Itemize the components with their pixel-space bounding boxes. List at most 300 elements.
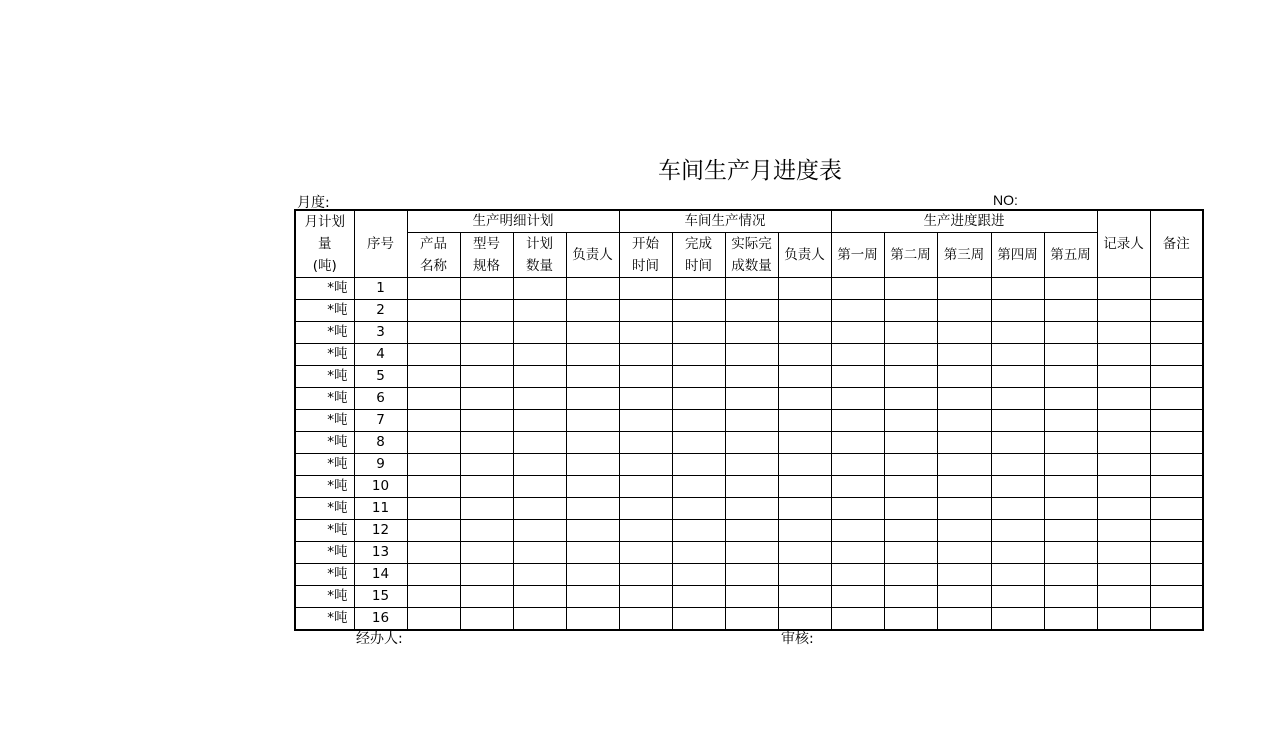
cell-empty[interactable] <box>1150 410 1203 432</box>
cell-empty[interactable] <box>1044 564 1097 586</box>
cell-empty[interactable] <box>884 454 937 476</box>
cell-empty[interactable] <box>619 608 672 631</box>
cell-empty[interactable] <box>566 476 619 498</box>
header-group-workshop: 车间生产情况 <box>619 210 831 233</box>
cell-empty[interactable] <box>937 542 991 564</box>
cell-empty[interactable] <box>566 454 619 476</box>
cell-empty[interactable] <box>566 410 619 432</box>
cell-empty[interactable] <box>884 410 937 432</box>
cell-seq[interactable]: 12 <box>354 520 407 542</box>
cell-empty[interactable] <box>672 432 725 454</box>
cell-empty[interactable] <box>566 564 619 586</box>
cell-plan-qty[interactable]: *吨 <box>295 344 354 366</box>
cell-empty[interactable] <box>884 476 937 498</box>
cell-empty[interactable] <box>831 432 884 454</box>
cell-empty[interactable] <box>991 366 1044 388</box>
cell-seq[interactable]: 3 <box>354 322 407 344</box>
cell-empty[interactable] <box>460 454 513 476</box>
cell-empty[interactable] <box>619 542 672 564</box>
cell-empty[interactable] <box>513 586 566 608</box>
cell-empty[interactable] <box>937 564 991 586</box>
cell-empty[interactable] <box>513 498 566 520</box>
cell-empty[interactable] <box>513 476 566 498</box>
cell-empty[interactable] <box>407 300 460 322</box>
cell-empty[interactable] <box>407 498 460 520</box>
cell-empty[interactable] <box>884 564 937 586</box>
cell-empty[interactable] <box>407 344 460 366</box>
cell-empty[interactable] <box>991 564 1044 586</box>
cell-plan-qty[interactable]: *吨 <box>295 322 354 344</box>
cell-plan-qty[interactable]: *吨 <box>295 520 354 542</box>
cell-empty[interactable] <box>566 498 619 520</box>
header-group-plan: 生产明细计划 <box>407 210 619 233</box>
cell-empty[interactable] <box>1150 476 1203 498</box>
cell-empty[interactable] <box>778 608 831 631</box>
cell-empty[interactable] <box>513 608 566 631</box>
table-row <box>295 454 1203 476</box>
number-label: NO: <box>993 192 1018 208</box>
cell-empty[interactable] <box>884 278 937 300</box>
cell-plan-qty[interactable]: *吨 <box>295 278 354 300</box>
cell-empty[interactable] <box>884 498 937 520</box>
header-group-progress: 生产进度跟进 <box>831 210 1097 233</box>
cell-empty[interactable] <box>991 322 1044 344</box>
cell-empty[interactable] <box>407 322 460 344</box>
cell-plan-qty[interactable]: *吨 <box>295 542 354 564</box>
cell-empty[interactable] <box>566 344 619 366</box>
cell-empty[interactable] <box>831 278 884 300</box>
header-workshop-owner: 负责人 <box>778 233 831 278</box>
cell-empty[interactable] <box>1097 366 1150 388</box>
cell-seq[interactable]: 4 <box>354 344 407 366</box>
cell-empty[interactable] <box>513 564 566 586</box>
cell-empty[interactable] <box>672 366 725 388</box>
table-row <box>295 542 1203 564</box>
cell-empty[interactable] <box>407 564 460 586</box>
cell-empty[interactable] <box>884 344 937 366</box>
cell-empty[interactable] <box>831 410 884 432</box>
cell-empty[interactable] <box>831 322 884 344</box>
cell-empty[interactable] <box>831 454 884 476</box>
cell-empty[interactable] <box>619 498 672 520</box>
cell-empty[interactable] <box>1150 300 1203 322</box>
cell-empty[interactable] <box>619 476 672 498</box>
cell-empty[interactable] <box>1044 608 1097 631</box>
cell-empty[interactable] <box>407 366 460 388</box>
cell-empty[interactable] <box>1150 388 1203 410</box>
cell-empty[interactable] <box>513 300 566 322</box>
cell-empty[interactable] <box>1150 366 1203 388</box>
cell-plan-qty[interactable]: *吨 <box>295 410 354 432</box>
header-row-columns <box>295 233 1203 278</box>
cell-empty[interactable] <box>725 344 778 366</box>
header-finish-time: 完成 时间 <box>672 233 725 278</box>
cell-empty[interactable] <box>513 410 566 432</box>
cell-empty[interactable] <box>407 608 460 631</box>
cell-empty[interactable] <box>566 542 619 564</box>
cell-empty[interactable] <box>672 278 725 300</box>
cell-empty[interactable] <box>1044 586 1097 608</box>
cell-empty[interactable] <box>991 542 1044 564</box>
cell-empty[interactable] <box>884 608 937 631</box>
month-label: 月度: <box>297 195 330 211</box>
cell-empty[interactable] <box>1150 344 1203 366</box>
cell-empty[interactable] <box>831 476 884 498</box>
cell-empty[interactable] <box>672 542 725 564</box>
cell-empty[interactable] <box>884 300 937 322</box>
cell-empty[interactable] <box>1044 344 1097 366</box>
cell-empty[interactable] <box>725 278 778 300</box>
cell-empty[interactable] <box>991 498 1044 520</box>
cell-empty[interactable] <box>407 278 460 300</box>
cell-empty[interactable] <box>1097 586 1150 608</box>
cell-empty[interactable] <box>937 278 991 300</box>
cell-seq[interactable]: 8 <box>354 432 407 454</box>
table-row <box>295 498 1203 520</box>
cell-empty[interactable] <box>778 542 831 564</box>
cell-empty[interactable] <box>460 564 513 586</box>
cell-empty[interactable] <box>460 410 513 432</box>
table-row <box>295 300 1203 322</box>
cell-empty[interactable] <box>725 322 778 344</box>
cell-empty[interactable] <box>407 542 460 564</box>
cell-empty[interactable] <box>937 388 991 410</box>
cell-seq[interactable]: 13 <box>354 542 407 564</box>
cell-empty[interactable] <box>937 300 991 322</box>
cell-empty[interactable] <box>1097 278 1150 300</box>
cell-empty[interactable] <box>937 410 991 432</box>
cell-empty[interactable] <box>937 498 991 520</box>
cell-empty[interactable] <box>460 586 513 608</box>
cell-empty[interactable] <box>831 520 884 542</box>
cell-empty[interactable] <box>513 322 566 344</box>
cell-empty[interactable] <box>1097 410 1150 432</box>
cell-empty[interactable] <box>1150 278 1203 300</box>
cell-empty[interactable] <box>884 586 937 608</box>
cell-empty[interactable] <box>991 344 1044 366</box>
header-plan-owner: 负责人 <box>566 233 619 278</box>
cell-empty[interactable] <box>566 322 619 344</box>
cell-empty[interactable] <box>619 520 672 542</box>
cell-empty[interactable] <box>778 366 831 388</box>
cell-empty[interactable] <box>1150 608 1203 631</box>
cell-empty[interactable] <box>831 300 884 322</box>
cell-seq[interactable]: 6 <box>354 388 407 410</box>
cell-empty[interactable] <box>619 344 672 366</box>
cell-empty[interactable] <box>566 608 619 631</box>
cell-empty[interactable] <box>831 388 884 410</box>
cell-empty[interactable] <box>1150 586 1203 608</box>
cell-empty[interactable] <box>407 410 460 432</box>
cell-plan-qty[interactable]: *吨 <box>295 498 354 520</box>
cell-empty[interactable] <box>725 366 778 388</box>
cell-empty[interactable] <box>672 476 725 498</box>
cell-empty[interactable] <box>1044 366 1097 388</box>
cell-empty[interactable] <box>460 278 513 300</box>
cell-empty[interactable] <box>831 498 884 520</box>
header-week2: 第二周 <box>884 233 937 278</box>
cell-empty[interactable] <box>884 322 937 344</box>
cell-plan-qty[interactable]: *吨 <box>295 432 354 454</box>
cell-empty[interactable] <box>831 564 884 586</box>
cell-empty[interactable] <box>407 586 460 608</box>
cell-seq[interactable]: 10 <box>354 476 407 498</box>
cell-empty[interactable] <box>1044 454 1097 476</box>
cell-empty[interactable] <box>778 322 831 344</box>
cell-empty[interactable] <box>619 366 672 388</box>
cell-seq[interactable]: 7 <box>354 410 407 432</box>
cell-empty[interactable] <box>566 586 619 608</box>
cell-empty[interactable] <box>937 322 991 344</box>
cell-empty[interactable] <box>778 520 831 542</box>
cell-empty[interactable] <box>460 432 513 454</box>
cell-empty[interactable] <box>1097 564 1150 586</box>
cell-empty[interactable] <box>991 520 1044 542</box>
cell-empty[interactable] <box>778 388 831 410</box>
table-row <box>295 476 1203 498</box>
cell-empty[interactable] <box>991 388 1044 410</box>
cell-empty[interactable] <box>407 432 460 454</box>
cell-empty[interactable] <box>991 432 1044 454</box>
cell-seq[interactable]: 15 <box>354 586 407 608</box>
cell-empty[interactable] <box>1044 432 1097 454</box>
cell-empty[interactable] <box>725 542 778 564</box>
cell-empty[interactable] <box>725 564 778 586</box>
cell-plan-qty[interactable]: *吨 <box>295 366 354 388</box>
cell-empty[interactable] <box>937 520 991 542</box>
cell-empty[interactable] <box>407 476 460 498</box>
cell-empty[interactable] <box>831 586 884 608</box>
header-model-spec: 型号 规格 <box>460 233 513 278</box>
header-plan-qty: 月计划 量 (吨) <box>295 210 354 278</box>
cell-plan-qty[interactable]: *吨 <box>295 608 354 631</box>
cell-empty[interactable] <box>725 388 778 410</box>
cell-empty[interactable] <box>1097 300 1150 322</box>
cell-empty[interactable] <box>566 300 619 322</box>
cell-empty[interactable] <box>672 520 725 542</box>
cell-empty[interactable] <box>513 388 566 410</box>
handler-label: 经办人: <box>356 631 403 647</box>
cell-seq[interactable]: 16 <box>354 608 407 631</box>
cell-empty[interactable] <box>725 454 778 476</box>
cell-empty[interactable] <box>460 366 513 388</box>
cell-empty[interactable] <box>831 542 884 564</box>
cell-empty[interactable] <box>407 388 460 410</box>
cell-empty[interactable] <box>725 476 778 498</box>
cell-empty[interactable] <box>778 432 831 454</box>
header-row-groups <box>295 210 1203 233</box>
cell-empty[interactable] <box>1044 322 1097 344</box>
cell-empty[interactable] <box>513 520 566 542</box>
cell-empty[interactable] <box>513 432 566 454</box>
cell-empty[interactable] <box>1097 520 1150 542</box>
cell-empty[interactable] <box>1044 476 1097 498</box>
cell-empty[interactable] <box>619 300 672 322</box>
cell-empty[interactable] <box>1044 542 1097 564</box>
cell-empty[interactable] <box>884 366 937 388</box>
cell-empty[interactable] <box>778 300 831 322</box>
cell-empty[interactable] <box>460 498 513 520</box>
cell-empty[interactable] <box>672 498 725 520</box>
cell-empty[interactable] <box>1150 520 1203 542</box>
cell-empty[interactable] <box>937 608 991 631</box>
cell-plan-qty[interactable]: *吨 <box>295 476 354 498</box>
cell-empty[interactable] <box>566 366 619 388</box>
cell-empty[interactable] <box>1044 278 1097 300</box>
cell-empty[interactable] <box>619 564 672 586</box>
cell-empty[interactable] <box>831 366 884 388</box>
cell-seq[interactable]: 14 <box>354 564 407 586</box>
cell-empty[interactable] <box>672 388 725 410</box>
cell-empty[interactable] <box>513 542 566 564</box>
cell-empty[interactable] <box>513 454 566 476</box>
cell-empty[interactable] <box>1097 344 1150 366</box>
cell-seq[interactable]: 5 <box>354 366 407 388</box>
cell-empty[interactable] <box>460 476 513 498</box>
cell-empty[interactable] <box>937 454 991 476</box>
cell-empty[interactable] <box>725 498 778 520</box>
cell-empty[interactable] <box>884 388 937 410</box>
cell-empty[interactable] <box>884 520 937 542</box>
cell-empty[interactable] <box>460 542 513 564</box>
cell-empty[interactable] <box>460 388 513 410</box>
cell-empty[interactable] <box>725 586 778 608</box>
cell-empty[interactable] <box>991 410 1044 432</box>
cell-plan-qty[interactable]: *吨 <box>295 454 354 476</box>
cell-empty[interactable] <box>566 520 619 542</box>
cell-empty[interactable] <box>1097 498 1150 520</box>
table-row <box>295 388 1203 410</box>
cell-empty[interactable] <box>1044 520 1097 542</box>
cell-empty[interactable] <box>513 278 566 300</box>
cell-empty[interactable] <box>1097 454 1150 476</box>
cell-empty[interactable] <box>619 454 672 476</box>
cell-empty[interactable] <box>672 344 725 366</box>
cell-empty[interactable] <box>619 278 672 300</box>
cell-empty[interactable] <box>1150 454 1203 476</box>
cell-empty[interactable] <box>778 564 831 586</box>
cell-empty[interactable] <box>1044 300 1097 322</box>
cell-empty[interactable] <box>778 454 831 476</box>
cell-empty[interactable] <box>460 608 513 631</box>
cell-empty[interactable] <box>725 520 778 542</box>
cell-empty[interactable] <box>1150 564 1203 586</box>
cell-empty[interactable] <box>778 586 831 608</box>
cell-empty[interactable] <box>672 410 725 432</box>
cell-empty[interactable] <box>619 388 672 410</box>
cell-empty[interactable] <box>937 432 991 454</box>
cell-empty[interactable] <box>566 432 619 454</box>
header-plan-quantity: 计划 数量 <box>513 233 566 278</box>
cell-empty[interactable] <box>725 432 778 454</box>
cell-empty[interactable] <box>619 410 672 432</box>
cell-empty[interactable] <box>672 608 725 631</box>
cell-plan-qty[interactable]: *吨 <box>295 300 354 322</box>
cell-empty[interactable] <box>1044 388 1097 410</box>
cell-plan-qty[interactable]: *吨 <box>295 586 354 608</box>
cell-empty[interactable] <box>778 476 831 498</box>
cell-empty[interactable] <box>513 366 566 388</box>
cell-empty[interactable] <box>884 432 937 454</box>
cell-empty[interactable] <box>460 520 513 542</box>
cell-empty[interactable] <box>619 322 672 344</box>
cell-empty[interactable] <box>778 410 831 432</box>
cell-empty[interactable] <box>884 542 937 564</box>
cell-empty[interactable] <box>1097 432 1150 454</box>
cell-empty[interactable] <box>1150 498 1203 520</box>
cell-empty[interactable] <box>725 300 778 322</box>
cell-empty[interactable] <box>1097 608 1150 631</box>
cell-empty[interactable] <box>778 344 831 366</box>
cell-empty[interactable] <box>619 586 672 608</box>
cell-empty[interactable] <box>513 344 566 366</box>
cell-empty[interactable] <box>460 322 513 344</box>
cell-empty[interactable] <box>672 586 725 608</box>
cell-empty[interactable] <box>991 608 1044 631</box>
cell-empty[interactable] <box>1044 410 1097 432</box>
cell-empty[interactable] <box>1097 322 1150 344</box>
cell-empty[interactable] <box>407 454 460 476</box>
table-row <box>295 410 1203 432</box>
cell-empty[interactable] <box>937 586 991 608</box>
cell-empty[interactable] <box>937 344 991 366</box>
cell-empty[interactable] <box>937 476 991 498</box>
cell-empty[interactable] <box>991 278 1044 300</box>
table-row <box>295 608 1203 631</box>
cell-empty[interactable] <box>1097 542 1150 564</box>
cell-empty[interactable] <box>672 454 725 476</box>
cell-empty[interactable] <box>1097 476 1150 498</box>
cell-empty[interactable] <box>725 608 778 631</box>
cell-empty[interactable] <box>1150 542 1203 564</box>
cell-empty[interactable] <box>991 300 1044 322</box>
header-remark: 备注 <box>1150 210 1203 278</box>
cell-empty[interactable] <box>672 564 725 586</box>
cell-empty[interactable] <box>672 300 725 322</box>
cell-seq[interactable]: 2 <box>354 300 407 322</box>
cell-plan-qty[interactable]: *吨 <box>295 564 354 586</box>
cell-empty[interactable] <box>831 608 884 631</box>
header-week4: 第四周 <box>991 233 1044 278</box>
cell-empty[interactable] <box>725 410 778 432</box>
cell-seq[interactable]: 9 <box>354 454 407 476</box>
cell-empty[interactable] <box>991 454 1044 476</box>
cell-empty[interactable] <box>407 520 460 542</box>
cell-empty[interactable] <box>778 498 831 520</box>
cell-empty[interactable] <box>991 586 1044 608</box>
cell-empty[interactable] <box>566 278 619 300</box>
cell-empty[interactable] <box>1097 388 1150 410</box>
cell-empty[interactable] <box>672 322 725 344</box>
header-start-time: 开始 时间 <box>619 233 672 278</box>
cell-empty[interactable] <box>831 344 884 366</box>
cell-empty[interactable] <box>619 432 672 454</box>
header-week1: 第一周 <box>831 233 884 278</box>
cell-empty[interactable] <box>1150 432 1203 454</box>
cell-empty[interactable] <box>566 388 619 410</box>
table-row <box>295 432 1203 454</box>
cell-empty[interactable] <box>1044 498 1097 520</box>
cell-plan-qty[interactable]: *吨 <box>295 388 354 410</box>
cell-seq[interactable]: 11 <box>354 498 407 520</box>
cell-empty[interactable] <box>460 300 513 322</box>
cell-empty[interactable] <box>1150 322 1203 344</box>
cell-empty[interactable] <box>778 278 831 300</box>
cell-empty[interactable] <box>991 476 1044 498</box>
cell-empty[interactable] <box>460 344 513 366</box>
cell-empty[interactable] <box>937 366 991 388</box>
cell-seq[interactable]: 1 <box>354 278 407 300</box>
